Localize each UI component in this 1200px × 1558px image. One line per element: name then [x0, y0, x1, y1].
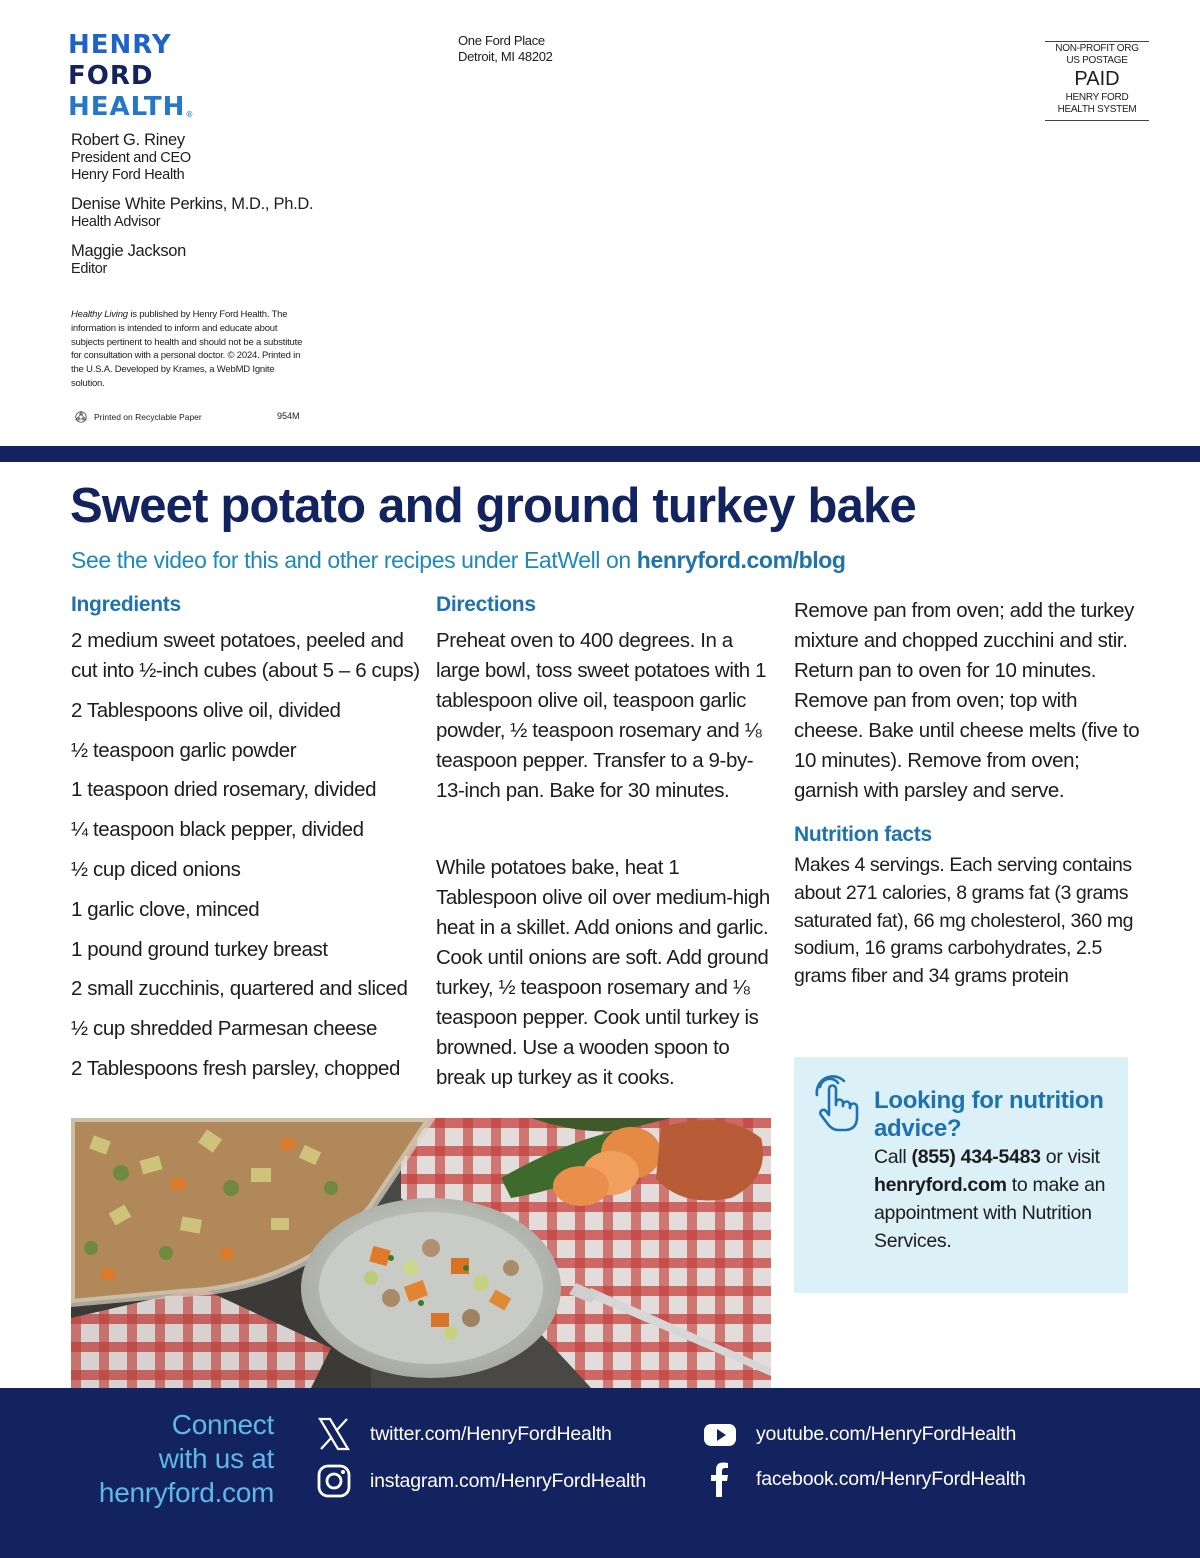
person-name: Denise White Perkins, M.D., Ph.D. [71, 195, 314, 213]
section-divider [0, 446, 1200, 462]
instagram-url: instagram.com/HenryFordHealth [370, 1469, 646, 1492]
ingredient-item: 2 medium sweet potatoes, peeled and cut into ½-inch cubes (about 5 – 6 cups) [71, 629, 420, 682]
person-ceo [71, 131, 313, 184]
ingredient-item: ½ cup shredded Parmesan cheese [71, 1017, 377, 1041]
ingredient-item: ½ teaspoon garlic powder [71, 738, 297, 762]
instagram-link[interactable] [316, 1463, 646, 1499]
ingredient-item: 1 teaspoon dried rosemary, divided [71, 778, 377, 802]
connect-site-link[interactable]: henryford.com [98, 1477, 274, 1508]
person-health-advisor [71, 195, 313, 231]
youtube-url: youtube.com/HenryFordHealth [756, 1422, 1017, 1445]
twitter-url: twitter.com/HenryFordHealth [370, 1422, 612, 1445]
directions-heading: Directions [436, 593, 536, 616]
ingredient-item: 2 small zucchinis, quartered and sliced [71, 977, 408, 1001]
address-line-1: One Ford Place [458, 33, 545, 48]
postage-indicia [1045, 41, 1149, 121]
publication-name: Healthy Living [71, 309, 128, 320]
disclaimer-text: is published by Henry Ford Health. The information is intended to inform and educate about subjects pertinent to health and should not be a substitute for consultation with a personal doctor. © 2024. Printed in the U.S.A. Developed by Krames, a WebMD Ignite solution. [71, 309, 303, 389]
nutrition-heading: Nutrition facts [794, 823, 932, 846]
facebook-icon [702, 1461, 738, 1497]
pointing-hand-icon [814, 1075, 864, 1133]
ingredient-item: 1 garlic clove, minced [71, 897, 260, 921]
address-line-2: Detroit, MI 48202 [458, 49, 553, 64]
registered-mark: ® [185, 110, 194, 119]
logo-line-3: HEALTH® [68, 92, 194, 122]
ingredient-item: ½ cup diced onions [71, 857, 241, 881]
person-name: Robert G. Riney [71, 131, 185, 149]
person-name: Maggie Jackson [71, 242, 187, 260]
postage-line-3: HENRY FORD [1065, 92, 1129, 103]
person-role: Editor [71, 261, 108, 277]
ingredient-item: ¼ teaspoon black pepper, divided [71, 818, 364, 842]
recipe-subtitle [71, 547, 846, 574]
person-org: Henry Ford Health [71, 167, 185, 183]
postage-line-2: US POSTAGE [1066, 55, 1128, 66]
connect-line-2: with us at [158, 1443, 274, 1474]
ingredients-list [71, 626, 426, 1094]
logo-line-1: HENRY [68, 30, 172, 60]
recycle-note [74, 410, 202, 424]
youtube-link[interactable] [702, 1416, 1016, 1452]
blog-link[interactable]: henryford.com/blog [636, 547, 846, 573]
callout-heading: Looking for nutrition advice? [874, 1087, 1104, 1142]
recipe-photo [71, 1118, 771, 1388]
postage-line-4: HEALTH SYSTEM [1057, 104, 1137, 115]
nutrition-advice-callout [794, 1057, 1128, 1293]
social-footer [0, 1388, 1200, 1558]
henry-ford-health-logo [68, 30, 193, 128]
x-twitter-icon [316, 1416, 352, 1452]
ingredient-item: 2 Tablespoons fresh parsley, chopped [71, 1056, 401, 1080]
website-link[interactable]: henryford.com [874, 1174, 1007, 1196]
directions-step-3: Remove pan from oven; add the turkey mixture and chopped zucchini and stir. Return pan to oven for 10 minutes. Remove pan from oven; top with cheese. Bake until cheese melts (five to 10 minutes). Remove from oven; garnish with parsley and serve. [794, 599, 1140, 802]
phone-number[interactable]: (855) 434-5483 [911, 1146, 1041, 1168]
connect-line-1: Connect [171, 1409, 274, 1440]
person-editor [71, 242, 313, 278]
print-code: 954M [277, 411, 300, 421]
mailing-address [458, 33, 553, 65]
youtube-icon [702, 1416, 738, 1452]
directions-step-1: Preheat oven to 400 degrees. In a large bowl, toss sweet potatoes with 1 tablespoon olive oil, teaspoon garlic powder, ½ teaspoon rosemary and ⅛ teaspoon pepper. Transfer to a 9-by-13-inch pan. Bake for 30 minutes. [436, 629, 767, 802]
instagram-icon [316, 1463, 352, 1499]
logo-line-2: FORD [68, 61, 154, 91]
facebook-link[interactable] [702, 1461, 1026, 1497]
twitter-link[interactable] [316, 1416, 612, 1452]
recycle-label: Printed on Recyclable Paper [94, 412, 202, 422]
recycle-icon [74, 410, 88, 424]
person-role: Health Advisor [71, 214, 161, 230]
subtitle-text: See the video for this and other recipes under EatWell on [71, 547, 637, 573]
connect-heading [99, 1408, 274, 1510]
recipe-photo-illustration [71, 1118, 771, 1388]
ingredient-item: 2 Tablespoons olive oil, divided [71, 698, 341, 722]
postage-paid: PAID [1074, 68, 1120, 90]
ingredient-item: 1 pound ground turkey breast [71, 937, 328, 961]
masthead-people [71, 131, 313, 289]
ingredients-heading: Ingredients [71, 593, 181, 616]
nutrition-facts-text: Makes 4 servings. Each serving contains about 271 calories, 8 grams fat (3 grams saturated fat), 66 mg cholesterol, 360 mg sodium, 16 grams carbohydrates, 2.5 grams fiber and 34 grams protein [794, 854, 1134, 988]
publication-disclaimer [71, 308, 306, 391]
facebook-url: facebook.com/HenryFordHealth [756, 1467, 1026, 1490]
recipe-title: Sweet potato and ground turkey bake [70, 479, 916, 533]
person-role: President and CEO [71, 150, 191, 166]
directions-step-2: While potatoes bake, heat 1 Tablespoon olive oil over medium-high heat in a skillet. Add onions and garlic. Cook until onions are soft. Add ground turkey, ½ teaspoon rosemary and ⅛ teaspoon pepper. Cook until turkey is browned. Use a wooden spoon to break up turkey as it cooks. [436, 856, 770, 1089]
callout-body: Call (855) 434-5483 or visit henryford.com to make an appointment with Nutrition Services. [874, 1146, 1106, 1252]
postage-line-1: NON-PROFIT ORG [1055, 43, 1139, 54]
